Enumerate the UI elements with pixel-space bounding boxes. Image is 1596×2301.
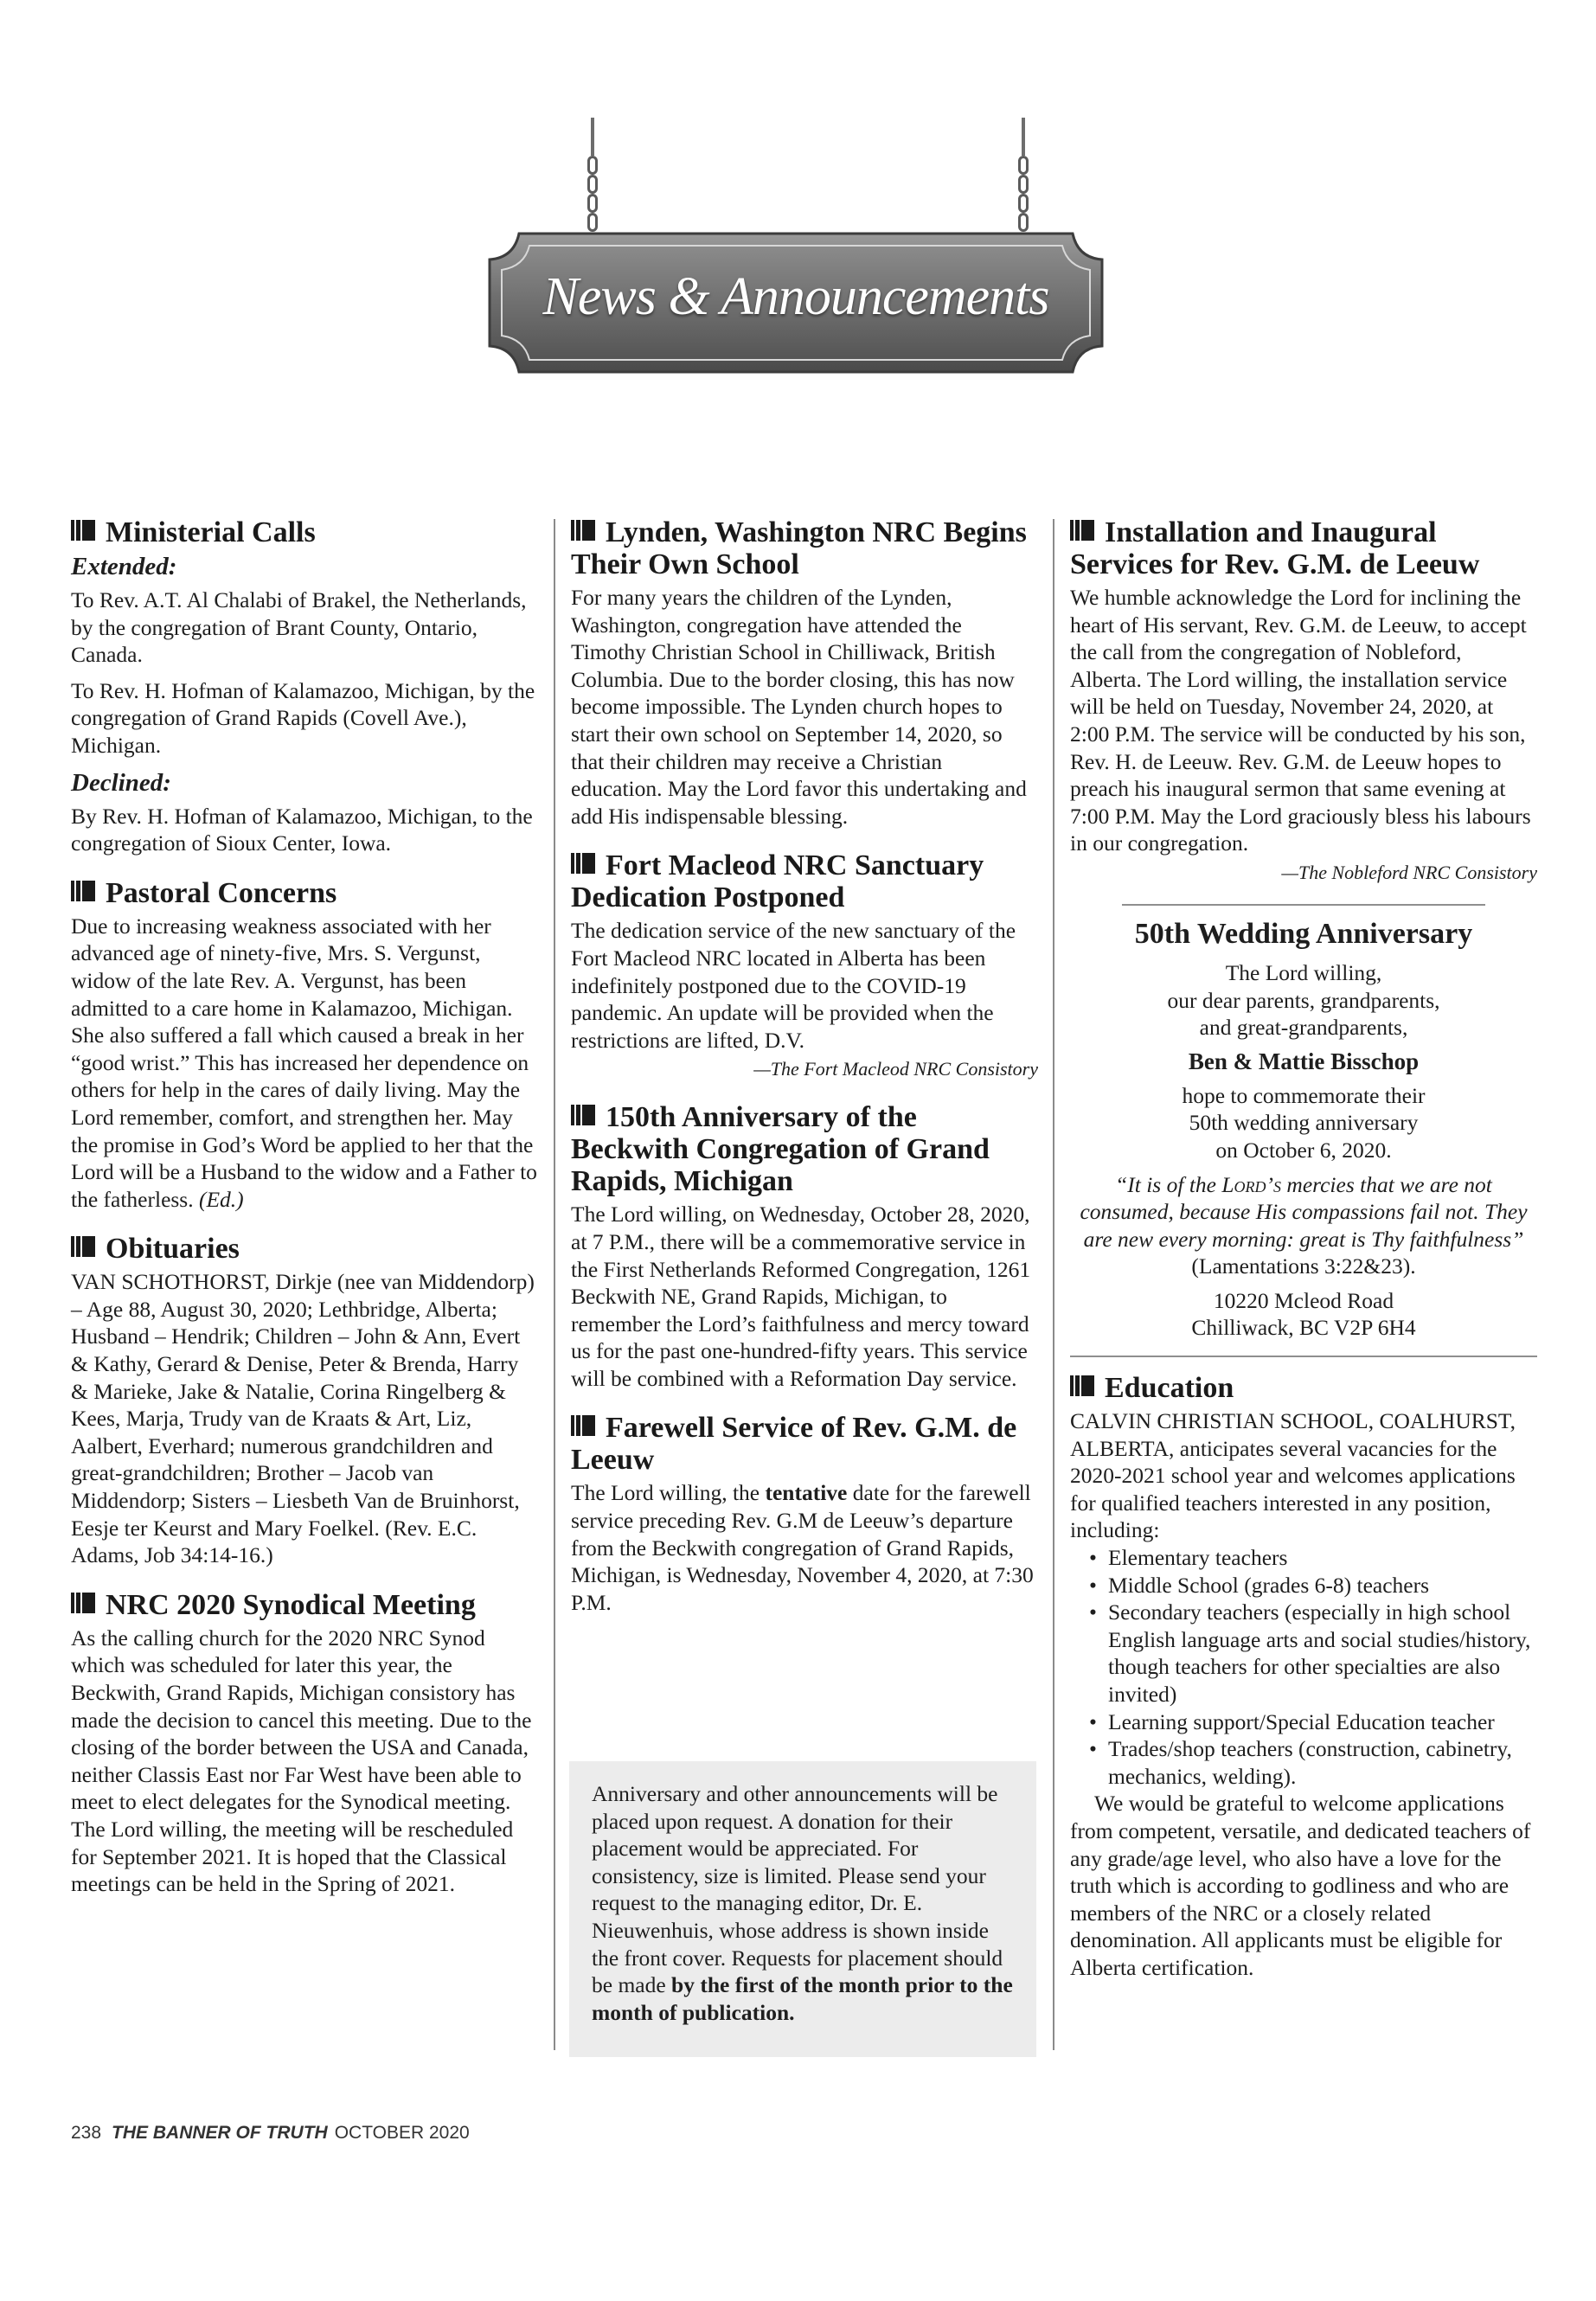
extended-call-2: To Rev. H. Hofman of Kalamazoo, Michigan, by the congregation of Grand Rapids (Covell Ave.), Michigan. [71,677,535,758]
column-divider-1 [554,519,555,2050]
wedding-line-5: 50th wedding anniversary [1189,1110,1419,1136]
column-divider-2 [1053,519,1054,2050]
synodical-meeting-body: As the calling church for the 2020 NRC Synod which was scheduled for later this year, the Beckwith, Grand Rapids, Michigan consistory has made the decision to cancel this meeting. Due to the closing of the border between the USA and Canada, neither Classis East nor Far West have been able to meet to elect delegates for the Synodical meeting. The Lord willing, the meeting will be rescheduled for September 2021. It is hoped that the Classical meetings can be held in the Spring of 2021. [71,1625,532,1897]
ministerial-calls-section [71,516,538,857]
lynden-school-body: For many years the children of the Lynden, Washington, congregation have attended the Timothy Christian School in Chilliwack, British Columbia. Due to the border closing, this has now become impossible. The Lynden church hopes to start their own school on September 14, 2020, so that their children may receive a Christian education. May the Lord favor this undertaking and add His indispensable blessing. [571,585,1027,829]
beckwith-anniversary-heading: 150th Anniversary of the Beckwith Congregation of Grand Rapids, Michigan [571,1101,990,1198]
header-sign [467,112,1125,398]
list-item: • Elementary teachers [1089,1544,1537,1572]
column-2 [571,516,1038,1635]
section-marker-icon [1070,1371,1096,1403]
wedding-line-6: on October 6, 2020. [1215,1137,1392,1163]
wedding-line-4: hope to commemorate their [1182,1082,1426,1108]
wedding-bottom-rule [1070,1356,1537,1357]
section-marker-icon [571,1100,597,1132]
section-marker-icon [71,1232,97,1264]
pastoral-concerns-section [71,876,538,1214]
wedding-line-3: and great-grandparents, [1199,1015,1408,1041]
synodical-meeting-section [71,1588,538,1898]
announcement-policy-box [569,1761,1036,2057]
publication-name: THE BANNER OF TRUTH [112,2123,328,2143]
column-1 [71,516,538,1917]
fort-macleod-section [571,849,1038,1081]
section-marker-icon [1070,516,1096,548]
fort-macleod-body: The dedication service of the new sanctuary of the Fort Macleod NRC located in Alberta has been indefinitely postponed due to the COVID-19 pandemic. An update will be provided when the restrictions are lifted, D.V. [571,918,1016,1053]
wedding-top-rule [1122,904,1485,906]
obituaries-section [71,1232,538,1569]
beckwith-anniversary-body: The Lord willing, on Wednesday, October 28, 2020, at 7 P.M., there will be a commemorative service in the First Netherlands Reformed Congregation, 1261 Beckwith NE, Grand Rapids, Michigan, to remember the Lord’s faithfulness and mercy toward us for the past one-hundred-fifty years. This service will be combined with a Reformation Day service. [571,1202,1031,1391]
installation-body: We humble acknowledge the Lord for inclining the heart of His servant, Rev. G.M. de Leeuw, to accept the call from the congregation of Nobleford, Alberta. The Lord willing, the installation service will be held on Tuesday, November 24, 2020, at 2:00 P.M. The service will be conducted by his son, Rev. H. de Leeuw. Rev. G.M. de Leeuw hopes to preach his inaugural sermon that same evening at 7:00 P.M. May the Lord graciously bless his labours in our congregation. [1070,585,1531,856]
pastoral-concerns-body: Due to increasing weakness associated with her advanced age of ninety-five, Mrs. S. Vergunst, widow of the late Rev. A. Vergunst, has been admitted to a care home in Kalamazoo, Michigan. She also suffered a fall which caused a break in her “good wrist.” This has increased her dependence on others for help in the cares of daily living. May the Lord remember, comfort, and strengthen her. May the promise in God’s Word be applied to her that the Lord will be a Husband to the widow and a Father to the fatherless. (Ed.) [71,913,537,1212]
section-marker-icon [71,1588,97,1620]
declined-label: Declined: [71,768,171,797]
lynden-school-heading: Lynden, Washington NRC Begins Their Own School [571,516,1027,580]
list-item: • Middle School (grades 6-8) teachers [1089,1572,1537,1599]
wedding-address-line-2: Chilliwack, BC V2P 6H4 [1191,1315,1416,1341]
farewell-service-heading: Farewell Service of Rev. G.M. de Leeuw [571,1412,1017,1477]
page-number: 238 [71,2123,102,2143]
ministerial-calls-heading: Ministerial Calls [71,516,538,548]
fort-macleod-heading: Fort Macleod NRC Sanctuary Dedication Postponed [571,849,984,914]
wedding-line-2: our dear parents, grandparents, [1167,987,1440,1013]
list-item: • Trades/shop teachers (construction, cabinetry, mechanics, welding). [1089,1735,1537,1790]
installation-signature: —The Nobleford NRC Consistory [1281,861,1537,883]
beckwith-anniversary-section [571,1100,1038,1392]
education-heading: Education [1070,1371,1537,1404]
section-marker-icon [71,876,97,908]
synodical-meeting-heading: NRC 2020 Synodical Meeting [71,1588,538,1621]
list-item: • Learning support/Special Education teacher [1089,1708,1537,1736]
installation-section [1070,516,1537,885]
farewell-service-body: The Lord willing, the tentative date for the farewell service preceding Rev. G.M de Leeuw’s departure from the Beckwith congregation of Grand Rapids, Michigan, is Wednesday, November 4, 2020, at 7:30 P.M. [571,1480,1034,1615]
declined-call-1: By Rev. H. Hofman of Kalamazoo, Michigan, to the congregation of Sioux Center, Iowa. [71,803,533,856]
obituaries-heading: Obituaries [71,1232,538,1265]
list-item: • Secondary teachers (especially in high school English language arts and social studies/history, though teachers for other specialties are also invited) [1089,1599,1537,1708]
farewell-service-section [571,1411,1038,1616]
fort-macleod-signature: —The Fort Macleod NRC Consistory [753,1058,1038,1080]
section-marker-icon [571,849,597,881]
section-marker-icon [571,1411,597,1443]
lynden-school-section [571,516,1038,830]
wedding-anniversary-notice [1070,918,1537,1342]
column-3 [1070,516,1537,2001]
wedding-line-1: The Lord willing, [1225,959,1382,985]
section-marker-icon [571,516,597,548]
sign-board [484,216,1107,389]
announcement-policy-text: Anniversary and other announcements will be placed upon request. A donation for their placement would be appreciated. For consistency, size is limited. Please send your request to the managing editor, Dr. E. Nieuwenhuis, whose address is shown inside the front cover. Requests for placement should be made by the first of the month prior to the month of publication. [592,1781,1013,2025]
installation-heading: Installation and Inaugural Services for Rev. G.M. de Leeuw [1070,516,1480,580]
pastoral-concerns-heading: Pastoral Concerns [71,876,538,909]
wedding-couple-names: Ben & Mattie Bisschop [1188,1048,1420,1074]
wedding-scripture-quote: “It is of the Lord’s mercies that we are not consumed, because His compassions fail not. They are new every morning: great is Thy faithfulness” (Lamentations 3:22&23). [1080,1171,1528,1279]
education-positions-list [1089,1544,1537,1790]
education-closing: We would be grateful to welcome applications from competent, versatile, and dedicated teachers of any grade/age level, who also have a love for the truth which is according to godliness and who are members of the NRC or a closely related denomination. All applicants must be eligible for Alberta certification. [1070,1791,1531,1980]
obituary-body: VAN SCHOTHORST, Dirkje (nee van Middendorp) – Age 88, August 30, 2020; Lethbridge, Alberta; Husband – Hendrik; Children – John & Ann, Evert & Kathy, Gerard & Denise, Peter & Brenda, Harry & Marieke, Jake & Natalie, Corina Ringelberg & Kees, Marja, Trudy van de Kraats & Art, Liz, Aalbert, Everhard; numerous grandchildren and great-grandchildren; Brother – Jacob van Middendorp; Sisters – Liesbeth Van de Bruinhorst, Eesje ter Keurst and Mary Foelkel. (Rev. E.C. Adams, Job 34:14-16.) [71,1269,535,1568]
page-footer [71,2123,470,2144]
issue-date: OCTOBER 2020 [334,2123,470,2143]
extended-call-1: To Rev. A.T. Al Chalabi of Brakel, the Netherlands, by the congregation of Brant County, Ontario, Canada. [71,587,527,668]
education-section [1070,1371,1537,1981]
wedding-address-line-1: 10220 Mcleod Road [1213,1287,1394,1313]
extended-label: Extended: [71,553,177,580]
wedding-anniversary-title: 50th Wedding Anniversary [1134,917,1473,950]
section-marker-icon [71,516,97,548]
education-intro: CALVIN CHRISTIAN SCHOOL, COALHURST, ALBERTA, anticipates several vacancies for the 2020-2021 school year and welcomes applications for qualified teachers interested in any position, including: [1070,1408,1516,1543]
sign-title: News & Announcements [542,267,1049,326]
